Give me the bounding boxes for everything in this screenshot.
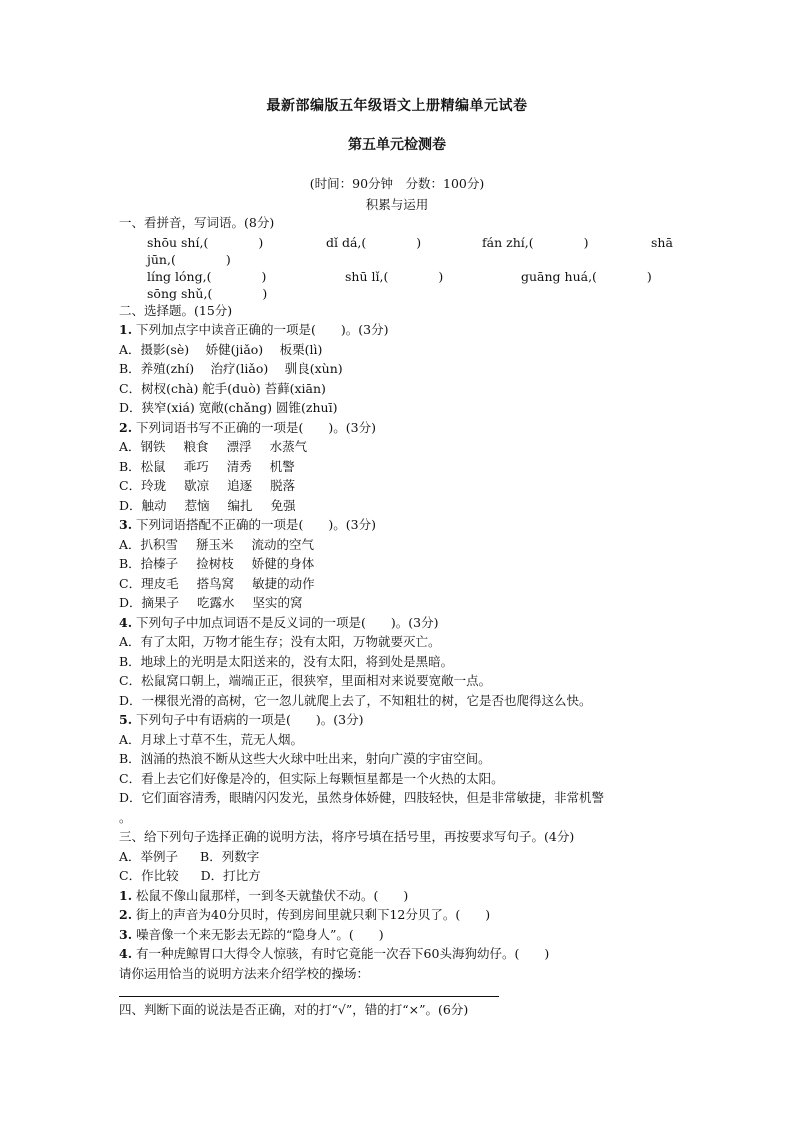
question-stem: 下列词语搭配不正确的一项是( )。(3分) bbox=[136, 517, 377, 532]
item-number: 4. bbox=[119, 946, 133, 961]
option-b: B．汹涌的热浪不断从这些大火球中吐出来，射向广漠的宇宙空间。 bbox=[119, 751, 491, 766]
time-score-info: (时间：90分钟 分数：100分) bbox=[309, 176, 485, 191]
method-option: A．举例子 bbox=[119, 848, 179, 864]
option-a bbox=[119, 535, 679, 555]
option-b: B．养殖(zhí) 治疗(liǎo) 驯良(xùn) bbox=[119, 361, 343, 376]
option-c: C．树杈(chà) 舵手(duò) 苔藓(xiān) bbox=[119, 380, 326, 396]
word: 乖巧 bbox=[183, 458, 209, 474]
pinyin-row-2b bbox=[119, 284, 679, 301]
answer-line[interactable] bbox=[119, 996, 499, 997]
word: 流动的空气 bbox=[251, 536, 315, 552]
pinyin-item: jūn,( ) bbox=[147, 251, 231, 267]
option-a: A．摄影(sè) 娇健(jiǎo) 板栗(lì) bbox=[119, 341, 323, 357]
word: C．理皮毛 bbox=[119, 575, 179, 591]
method-option: B．列数字 bbox=[200, 848, 260, 864]
section3-heading: 三、给下列句子选择正确的说明方法，将序号填在括号里，再按要求写句子。(4分) bbox=[119, 829, 575, 844]
option-a bbox=[119, 437, 679, 457]
word: 惹恼 bbox=[184, 497, 210, 513]
item-text: 街上的声音为40分贝时，传到房间里就只剩下12分贝了。( ) bbox=[136, 907, 491, 922]
pinyin-item: guāng huá,( ) bbox=[521, 268, 652, 284]
pinyin-item: sōng shǔ,( ) bbox=[147, 285, 268, 301]
option-c bbox=[119, 574, 679, 594]
option-b: B．地球上的光明是太阳送来的，没有太阳，将到处是黑暗。 bbox=[119, 653, 454, 669]
option-d: D．一棵很光滑的高树，它一忽儿就爬上去了，不知粗壮的树，它是否也爬得这么快。 bbox=[119, 692, 592, 708]
word: 编扎 bbox=[227, 497, 253, 513]
method-option: C．作比较 bbox=[119, 868, 179, 883]
word: 免强 bbox=[270, 497, 296, 513]
option-d: D．狭窄(xiá) 宽敞(chǎng) 圆锥(zhuī) bbox=[119, 400, 338, 415]
question-number: 5. bbox=[119, 712, 133, 727]
option-a: A．月球上寸草不生，荒无人烟。 bbox=[119, 731, 304, 747]
word: 机警 bbox=[269, 458, 295, 474]
question-number: 2. bbox=[119, 419, 133, 435]
question-4 bbox=[119, 613, 679, 633]
section4-heading: 四、判断下面的说法是否正确，对的打“√”，错的打“×”。(6分) bbox=[119, 1002, 469, 1017]
option-c bbox=[119, 476, 679, 496]
writing-instruction: 请你运用恰当的说明方法来介绍学校的操场： bbox=[119, 965, 370, 981]
question-stem: 下列句子中有语病的一项是( )。(3分) bbox=[136, 712, 364, 727]
word: 清秀 bbox=[226, 458, 252, 474]
word: 敏捷的动作 bbox=[252, 575, 315, 591]
option-b bbox=[119, 457, 679, 477]
question-stem: 下列加点字中读音正确的一项是( )。(3分) bbox=[136, 322, 389, 337]
section2-heading: 二、选择题。(15分) bbox=[119, 302, 233, 318]
item-number: 2. bbox=[119, 907, 133, 922]
word: A．扒积雪 bbox=[119, 536, 179, 552]
question-2 bbox=[119, 418, 679, 438]
word: 搭鸟窝 bbox=[196, 575, 235, 591]
method-option: D．打比方 bbox=[200, 868, 261, 883]
question-number: 3. bbox=[119, 517, 133, 532]
word: 水蒸气 bbox=[269, 439, 308, 454]
pinyin-item: fán zhí,( ) bbox=[482, 234, 589, 250]
option-a: A．有了太阳，万物才能生存；没有太阳，万物就要灭亡。 bbox=[119, 634, 441, 649]
pinyin-row-2 bbox=[119, 267, 679, 284]
word: 漂浮 bbox=[226, 439, 252, 454]
methods-row-1 bbox=[119, 847, 679, 867]
exam-title: 最新部编版五年级语文上册精编单元试卷 bbox=[266, 98, 528, 114]
question-number: 1. bbox=[119, 322, 133, 337]
question-1 bbox=[119, 320, 679, 340]
word: 粮食 bbox=[183, 439, 209, 454]
option-d: D．它们面容清秀，眼睛闪闪发光，虽然身体娇健，四肢轻快，但是非常敏捷，非常机警 bbox=[119, 790, 605, 805]
word: 坚实的窝 bbox=[252, 595, 303, 610]
word: 歇凉 bbox=[184, 478, 210, 493]
item-text: 松鼠不像山鼠那样，一到冬天就蛰伏不动。( ) bbox=[136, 887, 409, 903]
question-stem: 下列句子中加点词语不是反义词的一项是( )。(3分) bbox=[136, 614, 439, 630]
pinyin-row-1b bbox=[119, 250, 679, 267]
word: 掰玉米 bbox=[196, 536, 234, 552]
option-d bbox=[119, 593, 679, 613]
option-b bbox=[119, 554, 679, 574]
word: 追逐 bbox=[227, 478, 253, 493]
question-3 bbox=[119, 515, 679, 535]
word: B．松鼠 bbox=[119, 458, 166, 474]
word: D．摘果子 bbox=[119, 595, 180, 610]
question-number: 4. bbox=[119, 614, 133, 630]
option-d-continuation: 。 bbox=[119, 809, 132, 825]
sentence-item-1 bbox=[119, 886, 679, 906]
question-stem: 下列词语书写不正确的一项是( )。(3分) bbox=[136, 419, 377, 435]
pinyin-item: dǐ dá,( ) bbox=[326, 234, 422, 250]
option-c: C．看上去它们好像是冷的，但实际上每颗恒星都是一个火热的太阳。 bbox=[119, 770, 504, 786]
word: 吃露水 bbox=[197, 595, 235, 610]
pinyin-item: shū lǐ,( ) bbox=[345, 268, 444, 284]
word: A．钢铁 bbox=[119, 439, 166, 454]
sentence-item-4 bbox=[119, 944, 679, 964]
option-d bbox=[119, 496, 679, 516]
option-c: C．松鼠窝口朝上，端端正正，很狭窄，里面相对来说要宽敞一点。 bbox=[119, 673, 492, 688]
pinyin-row-1 bbox=[119, 233, 679, 250]
unit-subtitle: 第五单元检测卷 bbox=[348, 137, 446, 153]
question-5 bbox=[119, 710, 679, 730]
pinyin-item: líng lóng,( ) bbox=[147, 268, 267, 284]
sentence-item-3 bbox=[119, 925, 679, 945]
pinyin-item: shōu shí,( ) bbox=[147, 234, 264, 250]
word: C．玲珑 bbox=[119, 478, 167, 493]
word: 捡树枝 bbox=[196, 556, 234, 571]
item-text: 有一种虎鲸胃口大得令人惊骇，有时它竟能一次吞下60头海狗幼仔。( ) bbox=[136, 946, 550, 961]
item-number: 1. bbox=[119, 887, 133, 903]
part-name: 积累与运用 bbox=[365, 197, 429, 212]
pinyin-item: shā bbox=[651, 234, 673, 250]
section1-heading: 一、看拼音，写词语。(8分) bbox=[119, 215, 275, 230]
word: 脱落 bbox=[270, 478, 296, 493]
item-number: 3. bbox=[119, 926, 133, 942]
methods-row-2 bbox=[119, 866, 679, 886]
word: B．拾榛子 bbox=[119, 556, 179, 571]
sentence-item-2 bbox=[119, 905, 679, 925]
word: 娇健的身体 bbox=[251, 556, 315, 571]
exam-content bbox=[119, 213, 679, 983]
word: D．触动 bbox=[119, 497, 167, 513]
item-text: 噪音像一个来无影去无踪的“隐身人”。( ) bbox=[136, 926, 384, 942]
